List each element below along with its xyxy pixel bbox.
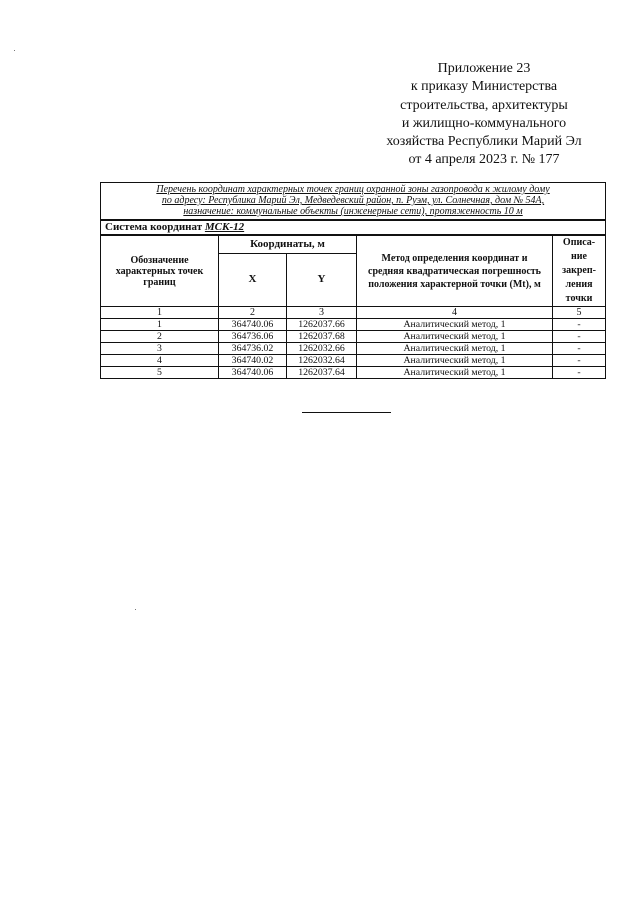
coordinate-system-name: МСК-12 (204, 221, 245, 233)
cell-y: 1262032.64 (287, 355, 357, 367)
cell-point: 1 (101, 319, 219, 331)
column-numbers-row (101, 307, 606, 319)
header-point-designation: Обозначение характерных точек границ (101, 235, 219, 307)
table-caption (101, 183, 606, 221)
header-method: Метод определения координат и средняя квадратическая погрешность положения характерной точки (Mt), м (357, 235, 553, 307)
coordinate-system-label: Система координат (105, 221, 203, 233)
column-number: 2 (219, 307, 287, 319)
table-row (101, 319, 606, 331)
appendix-line: и жилищно-коммунального (401, 115, 567, 131)
appendix-header (378, 60, 590, 170)
cell-x: 364736.06 (219, 331, 287, 343)
cell-description: - (553, 319, 606, 331)
appendix-line: хозяйства Республики Марий Эл (386, 134, 582, 150)
caption-line: по адресу: Республика Марий Эл, Медведевский район, п. Руэм, ул. Солнечная, дом № 54А, (161, 195, 545, 206)
cell-description: - (553, 367, 606, 379)
column-number: 5 (553, 307, 606, 319)
cell-method: Аналитический метод, 1 (357, 367, 553, 379)
end-divider-line (302, 412, 391, 413)
table-row (101, 331, 606, 343)
cell-point: 4 (101, 355, 219, 367)
cell-x: 364740.02 (219, 355, 287, 367)
scan-speck (14, 50, 15, 51)
cell-description: - (553, 355, 606, 367)
appendix-line: к приказу Министерства (410, 79, 558, 95)
cell-x: 364736.02 (219, 343, 287, 355)
cell-description: - (553, 343, 606, 355)
cell-point: 2 (101, 331, 219, 343)
cell-method: Аналитический метод, 1 (357, 343, 553, 355)
appendix-line: Приложение 23 (437, 61, 531, 76)
header-coordinates: Координаты, м (219, 235, 357, 253)
scan-speck (135, 609, 136, 610)
cell-x: 364740.06 (219, 367, 287, 379)
caption-line: Перечень координат характерных точек границ охранной зоны газопровода к жилому дому (156, 184, 550, 195)
cell-y: 1262032.66 (287, 343, 357, 355)
cell-method: Аналитический метод, 1 (357, 331, 553, 343)
cell-description: - (553, 331, 606, 343)
coordinate-system-row (101, 220, 606, 235)
table-row (101, 367, 606, 379)
cell-y: 1262037.68 (287, 331, 357, 343)
header-x: X (219, 253, 287, 306)
cell-y: 1262037.64 (287, 367, 357, 379)
appendix-line: строительства, архитектуры (400, 97, 568, 113)
cell-method: Аналитический метод, 1 (357, 319, 553, 331)
header-y: Y (287, 253, 357, 306)
cell-point: 5 (101, 367, 219, 379)
cell-x: 364740.06 (219, 319, 287, 331)
table-row (101, 355, 606, 367)
table-row (101, 343, 606, 355)
column-number: 4 (357, 307, 553, 319)
caption-line: назначение: коммунальные объекты (инженерные сети), протяженность 10 м (183, 206, 523, 217)
cell-point: 3 (101, 343, 219, 355)
cell-method: Аналитический метод, 1 (357, 355, 553, 367)
header-description: Описа-ние закреп-ления точки (553, 235, 606, 307)
appendix-line: от 4 апреля 2023 г. № 177 (408, 152, 560, 168)
coordinates-table (100, 182, 606, 379)
column-number: 3 (287, 307, 357, 319)
column-number: 1 (101, 307, 219, 319)
cell-y: 1262037.66 (287, 319, 357, 331)
